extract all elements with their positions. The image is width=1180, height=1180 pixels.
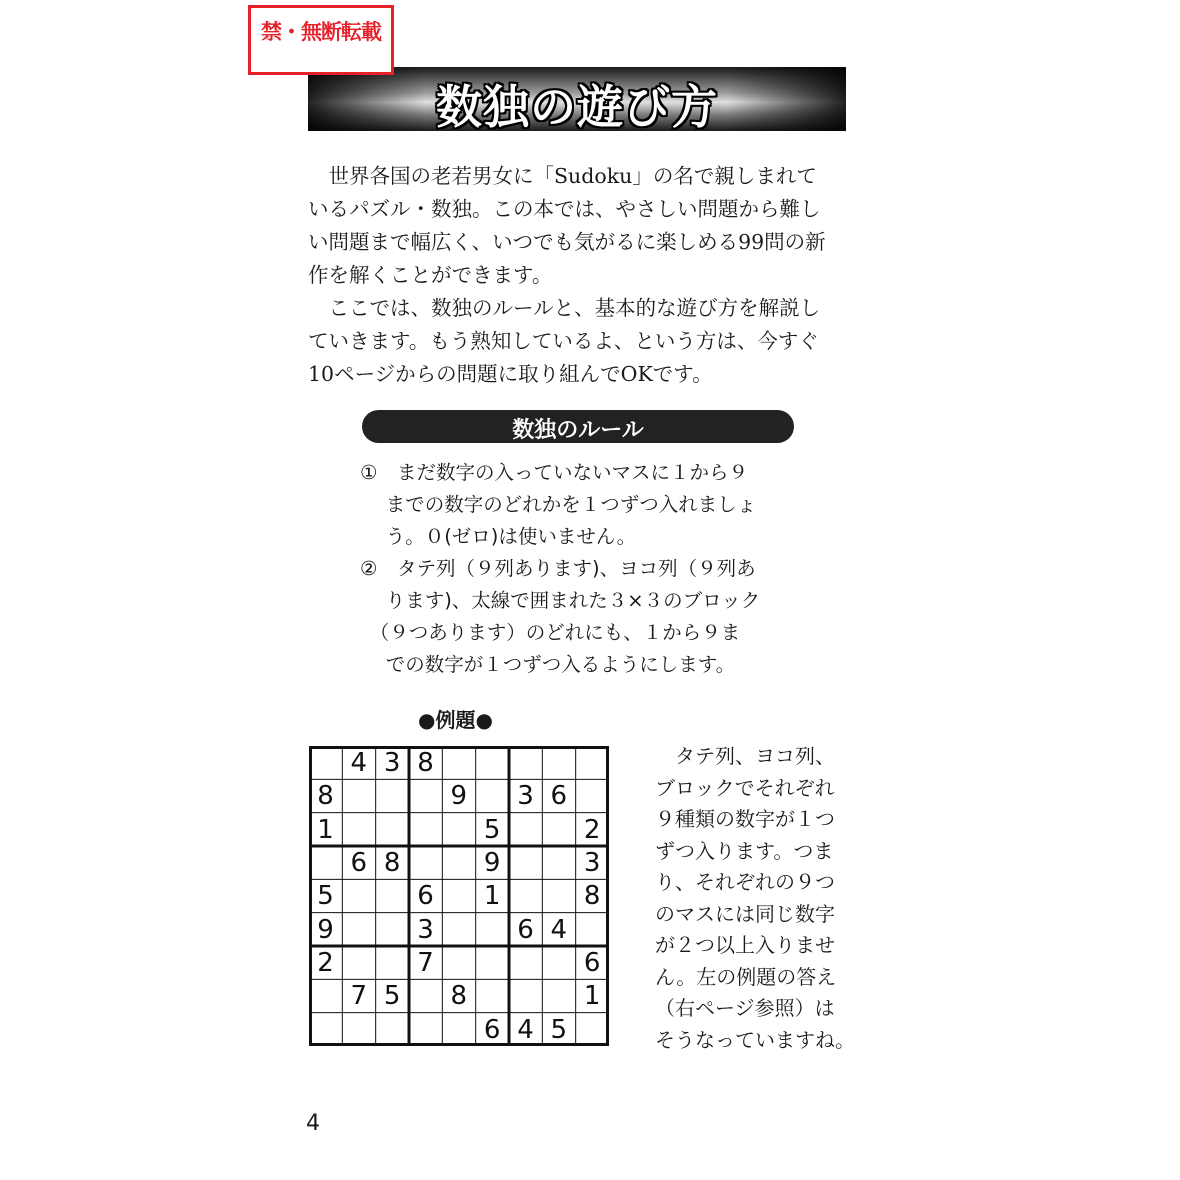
rule-line: までの数字のどれかを１つずつ入れましょ (360, 493, 757, 516)
sudoku-cell: 6 (483, 1014, 501, 1045)
rule-line: う。０(ゼロ)は使いません。 (360, 525, 637, 548)
sudoku-cell (442, 813, 475, 846)
sudoku-cell (442, 946, 475, 979)
page-number: 4 (306, 1111, 320, 1136)
explanation-line: り、それぞれの９つ (655, 870, 835, 894)
sudoku-cell: 3 (517, 781, 534, 812)
intro-line: ていきます。もう熟知しているよ、という方は、今すぐ (308, 329, 819, 353)
sudoku-cell: 6 (517, 914, 534, 945)
rule-line: ② タテ列（９列あります)、ヨコ列（９列あ (360, 557, 756, 580)
sudoku-cell (442, 913, 475, 946)
intro-line: いるパズル・数独。この本では、やさしい問題から難し (308, 197, 821, 221)
sudoku-cell: 9 (450, 781, 468, 812)
sudoku-cell: 9 (483, 848, 501, 878)
sudoku-cell (342, 779, 375, 812)
sudoku-cell (376, 1013, 409, 1046)
sudoku-cell: 3 (383, 748, 401, 778)
sudoku-cell: 2 (317, 948, 334, 978)
sudoku-cell (376, 913, 409, 946)
sudoku-cell: 8 (383, 848, 401, 878)
rule-line: ります)、太線で囲まれた３×３のブロック (360, 589, 761, 612)
sudoku-cell (542, 879, 575, 912)
sudoku-cell (409, 1013, 442, 1046)
sudoku-cell (542, 946, 575, 979)
sudoku-cell (576, 913, 609, 946)
explanation-line: ブロックでそれぞれ (655, 775, 835, 800)
rule-line: ① まだ数字の入っていないマスに１から９ (360, 461, 748, 484)
sudoku-cell: 1 (483, 881, 501, 912)
sudoku-cell (476, 779, 509, 812)
sudoku-cell (576, 746, 609, 779)
sudoku-cell: 6 (550, 781, 568, 812)
sudoku-cell (376, 879, 409, 912)
sudoku-cell: 8 (417, 748, 434, 778)
sudoku-cell: 7 (350, 981, 368, 1012)
sudoku-cell (342, 813, 375, 846)
sudoku-cell (376, 779, 409, 812)
sudoku-cell (409, 779, 442, 812)
sudoku-cell: 2 (583, 814, 601, 845)
sudoku-cell (509, 879, 542, 912)
sudoku-cell (509, 813, 542, 846)
sudoku-cell: 6 (417, 881, 434, 912)
sudoku-cell: 5 (483, 814, 501, 845)
sudoku-cell (542, 813, 575, 846)
sudoku-cell (376, 946, 409, 979)
explanation-line: が２つ以上入りませ (655, 933, 835, 957)
rules-heading: 数独のルール (512, 418, 644, 443)
sudoku-cell (542, 846, 575, 879)
explanation-text (655, 741, 875, 1056)
sudoku-cell: 1 (583, 981, 601, 1012)
sudoku-cell: 8 (583, 881, 601, 912)
intro-paragraph (308, 160, 853, 391)
sudoku-cell: 9 (317, 914, 334, 945)
intro-line: 世界各国の老若男女に「Sudoku」の名で親しまれて (308, 164, 817, 188)
sudoku-cell: 1 (317, 814, 334, 845)
explanation-line: ずつ入ります。つま (655, 838, 834, 863)
sudoku-cell: 5 (550, 1014, 568, 1045)
sudoku-cell (342, 879, 375, 912)
sudoku-cell (576, 779, 609, 812)
explanation-line: のマスには同じ数字 (655, 901, 835, 926)
sudoku-cell (442, 846, 475, 879)
page-title-banner (308, 67, 846, 134)
sudoku-cell (476, 913, 509, 946)
sudoku-cell: 8 (317, 781, 334, 812)
explanation-line: そうなっていますね。 (655, 1027, 855, 1052)
sudoku-cell (409, 813, 442, 846)
sudoku-cell (376, 813, 409, 846)
sudoku-cell: 8 (450, 981, 468, 1012)
explanation-line: （右ページ参照）は (655, 996, 835, 1020)
sudoku-cell (342, 1013, 375, 1046)
sudoku-cell: 6 (350, 848, 368, 878)
intro-line: 10ページからの問題に取り組んでOKです。 (308, 362, 713, 386)
sudoku-cell (442, 746, 475, 779)
sudoku-cell (342, 946, 375, 979)
sudoku-cell: 4 (517, 1014, 534, 1045)
sudoku-cell: 3 (417, 914, 434, 945)
rules-heading-banner (362, 410, 794, 443)
example-label: ●例題● (418, 708, 493, 732)
sudoku-cell (309, 1013, 342, 1046)
sudoku-cell (309, 746, 342, 779)
sudoku-cell (476, 946, 509, 979)
sudoku-cell (309, 846, 342, 879)
sudoku-example-grid (309, 746, 609, 1046)
sudoku-cell (509, 846, 542, 879)
sudoku-cell: 3 (583, 848, 601, 878)
sudoku-cell: 4 (350, 748, 368, 778)
sudoku-cell (542, 979, 575, 1012)
sudoku-cell (576, 1013, 609, 1046)
sudoku-cell (509, 979, 542, 1012)
explanation-line: ９種類の数字が１つ (655, 807, 835, 831)
sudoku-cell (342, 913, 375, 946)
sudoku-cell (409, 846, 442, 879)
stamp-text: 禁・無断転載 (261, 20, 381, 44)
sudoku-cell (442, 879, 475, 912)
explanation-line: ん。左の例題の答え (655, 964, 837, 989)
intro-line: ここでは、数独のルールと、基本的な遊び方を解説し (308, 296, 821, 320)
rule-line: での数字が１つずつ入るようにします。 (360, 653, 736, 676)
no-reproduction-stamp (248, 5, 394, 75)
sudoku-cell: 6 (583, 948, 601, 978)
sudoku-cell (509, 746, 542, 779)
sudoku-cell: 4 (550, 914, 568, 945)
sudoku-cell (476, 746, 509, 779)
sudoku-cell: 7 (417, 948, 434, 978)
intro-line: 作を解くことができます。 (308, 263, 553, 287)
sudoku-cell (409, 979, 442, 1012)
explanation-line: タテ列、ヨコ列、 (655, 744, 835, 768)
sudoku-cell (476, 979, 509, 1012)
sudoku-cell (309, 979, 342, 1012)
sudoku-cell: 5 (383, 981, 401, 1012)
intro-line: い問題まで幅広く、いつでも気がるに楽しめる99問の新 (308, 230, 826, 254)
sudoku-cell: 5 (317, 881, 334, 912)
rules-list (360, 457, 810, 681)
sudoku-cell (542, 746, 575, 779)
sudoku-cell (509, 946, 542, 979)
sudoku-cell (442, 1013, 475, 1046)
page-title: 数独の遊び方 (436, 80, 718, 134)
rule-line: （９つあります）のどれにも、１から９ま (360, 621, 741, 644)
